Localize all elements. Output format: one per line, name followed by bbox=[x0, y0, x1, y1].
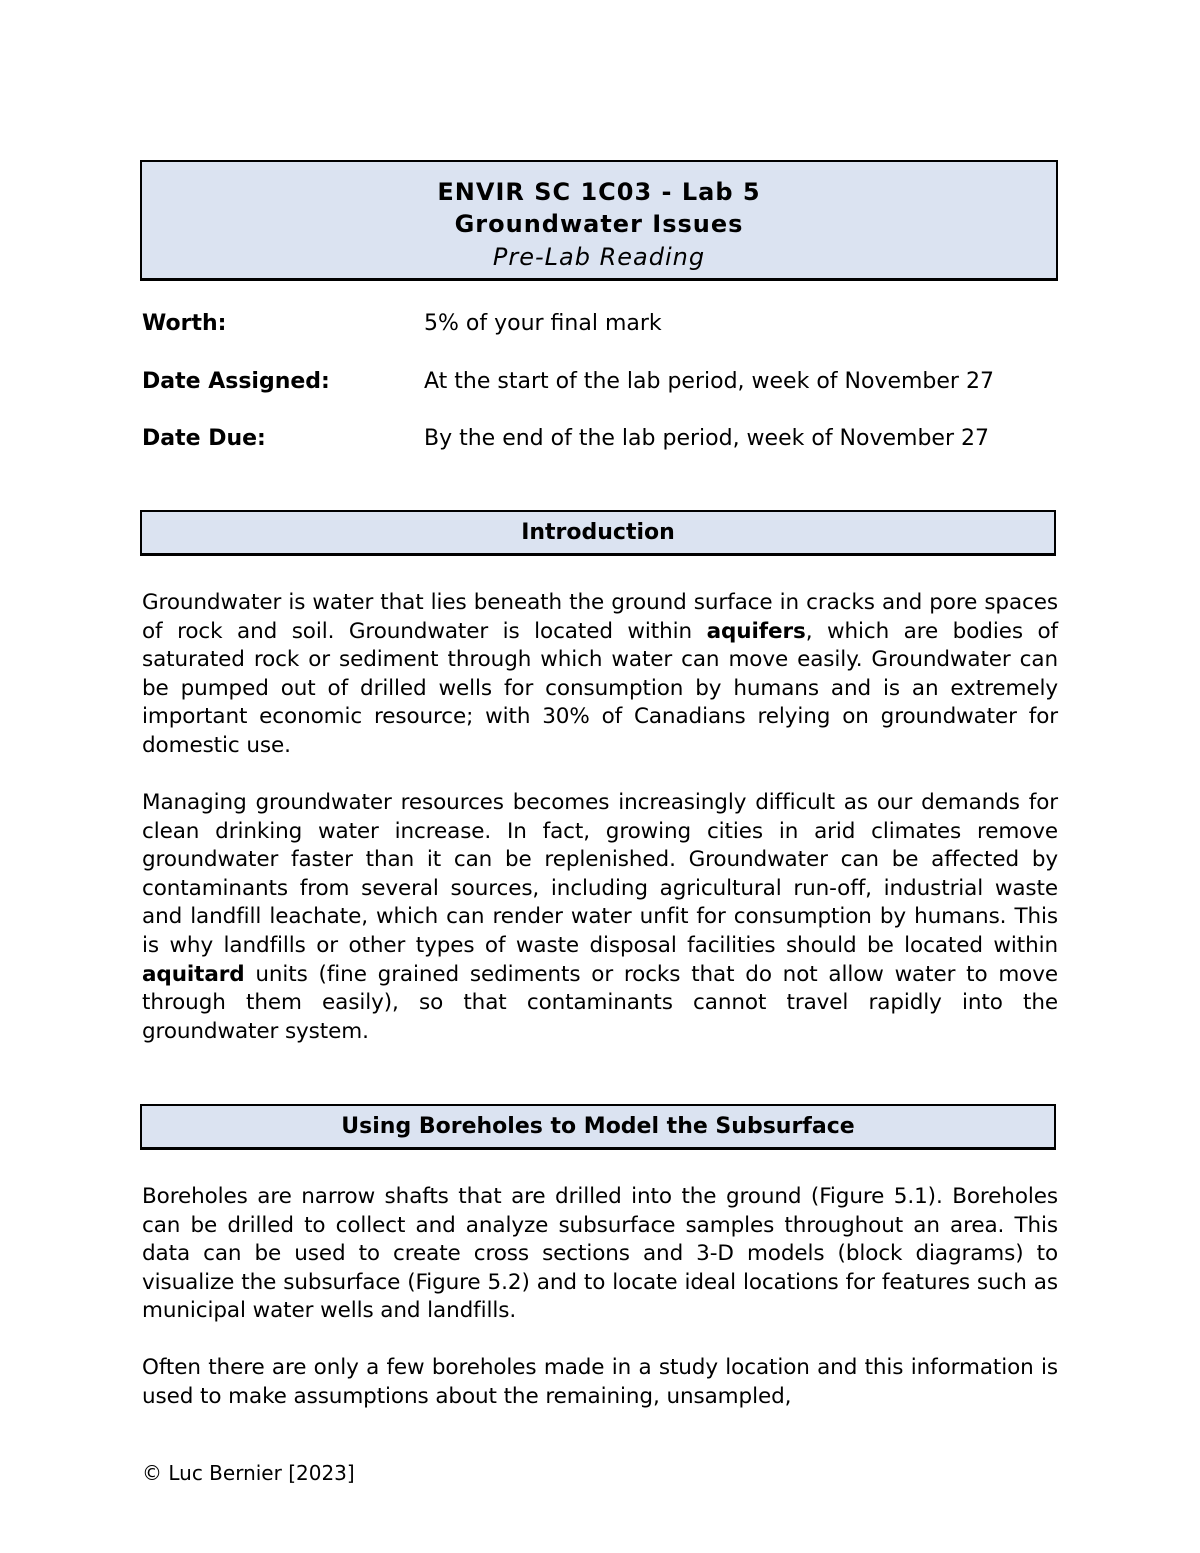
intro-p2-text-b: units (fine grained sediments or rocks that do not allow water to move through them easily), so that contaminants cannot travel rapidly into the groundwater system. bbox=[142, 961, 1058, 1044]
intro-p1-text-a: Groundwater is water that lies beneath the ground surface in cracks and pore spaces of rock and soil. Groundwater is located within bbox=[142, 590, 1058, 644]
term-aquitard: aquitard bbox=[142, 961, 245, 987]
title-box bbox=[140, 160, 1058, 281]
introduction-heading: Introduction bbox=[140, 510, 1056, 556]
intro-paragraph-2 bbox=[142, 789, 1058, 1046]
worth-value: 5% of your final mark bbox=[424, 311, 662, 336]
boreholes-heading: Using Boreholes to Model the Subsurface bbox=[140, 1104, 1056, 1150]
date-due-label: Date Due: bbox=[142, 426, 266, 451]
date-assigned-value: At the start of the lab period, week of November 27 bbox=[424, 369, 994, 394]
worth-label: Worth: bbox=[142, 311, 227, 336]
date-due-value: By the end of the lab period, week of November 27 bbox=[424, 426, 989, 451]
course-title: ENVIR SC 1C03 - Lab 5 bbox=[437, 178, 761, 206]
lab-title: Groundwater Issues bbox=[454, 210, 744, 238]
date-assigned-label: Date Assigned: bbox=[142, 369, 330, 394]
intro-p1-text-b: , which are bodies of saturated rock or sediment through which water can move easily. Groundwater can be pumped out of drilled wells for consumption by humans and is an extremely important economic resource; with 30% of Canadians relying on groundwater for domestic use. bbox=[142, 618, 1058, 758]
term-aquifers: aquifers bbox=[706, 618, 806, 644]
copyright-footer: © Luc Bernier [2023] bbox=[142, 1461, 355, 1485]
subtitle: Pre-Lab Reading bbox=[492, 243, 706, 271]
boreholes-paragraph-2: Often there are only a few boreholes made in a study location and this information is used to make assumptions about the remaining, unsampled, bbox=[142, 1355, 1058, 1409]
intro-paragraph-1 bbox=[142, 589, 1058, 761]
intro-p2-text-a: Managing groundwater resources becomes increasingly difficult as our demands for clean drinking water increase. In fact, growing cities in arid climates remove groundwater faster than it can be replenished. Groundwater can be affected by contaminants from several sources, including agricultural run-off, industrial waste and landfill leachate, which can render water unfit for consumption by humans. This is why landfills or other types of waste disposal facilities should be located within bbox=[142, 790, 1058, 958]
boreholes-paragraph-1: Boreholes are narrow shafts that are drilled into the ground (Figure 5.1). Boreholes can be drilled to collect and analyze subsurface samples throughout an area. This data can be used to create cross sections and 3-D models (block diagrams) to visualize the subsurface (Figure 5.2) and to locate ideal locations for features such as municipal water wells and landfills. bbox=[142, 1184, 1058, 1324]
